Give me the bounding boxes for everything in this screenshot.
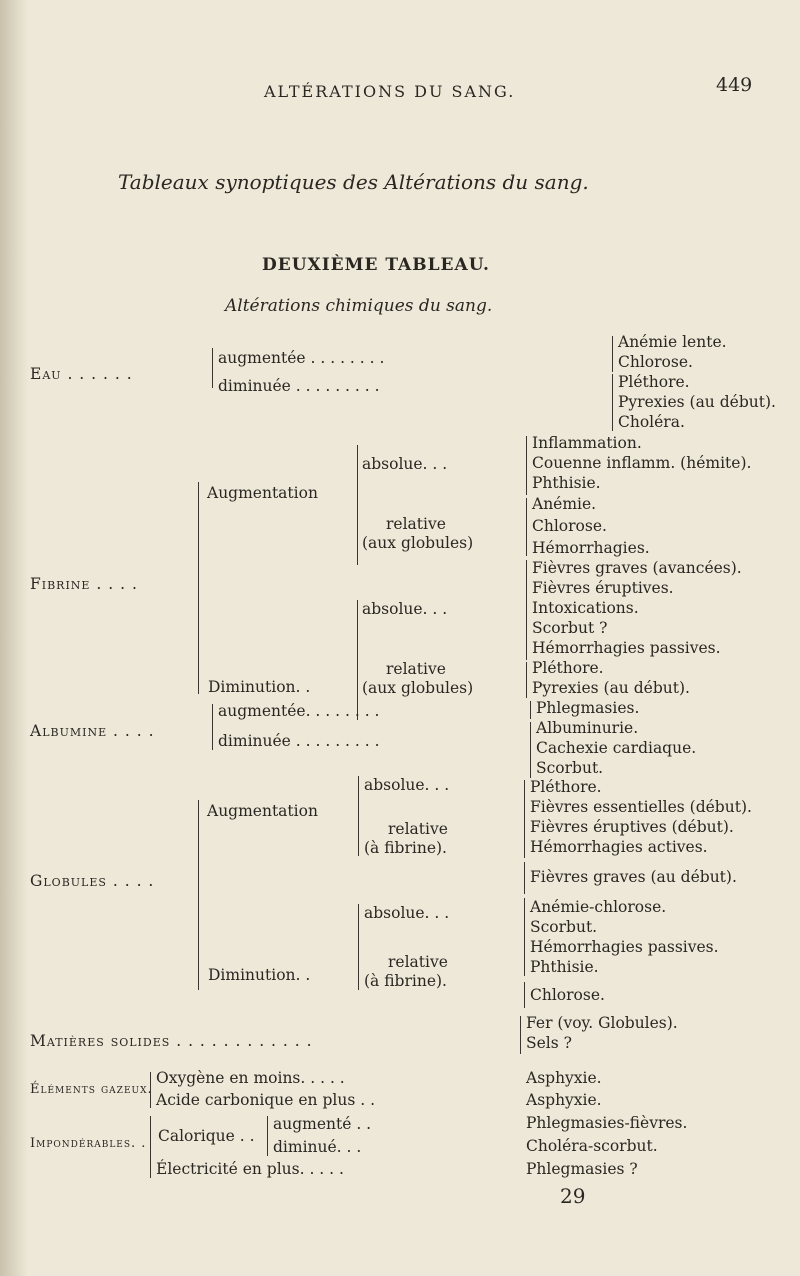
imponderables-label: Impondérables. . <box>30 1136 147 1151</box>
globules-e1-brace <box>524 780 525 858</box>
globules-effect: Phthisie. <box>530 958 599 976</box>
globules-diminution: Diminution. . <box>208 966 311 984</box>
page-edge-shadow <box>0 0 28 1276</box>
albumine-diminuee: diminuée . . . . . . . . . <box>218 732 380 750</box>
imponderables-effect: Choléra-scorbut. <box>526 1137 658 1155</box>
fibrine-effect: Chlorose. <box>532 517 607 535</box>
calorique-brace <box>267 1116 268 1156</box>
elements-gazeux-item: Oxygène en moins. . . . . <box>156 1069 345 1087</box>
globules-effect: Scorbut. <box>530 918 598 936</box>
globules-e3-brace <box>524 898 525 976</box>
fibrine-e2-brace <box>526 498 527 556</box>
eau-augmentee: augmentée . . . . . . . . <box>218 349 385 367</box>
fibrine-brace <box>198 482 199 694</box>
fibrine-effect: Fièvres graves (avancées). <box>532 559 742 577</box>
fibrine-effect: Scorbut ? <box>532 619 608 637</box>
globules-e2-brace <box>524 862 525 894</box>
fibrine-dim-relative: relative <box>386 660 446 678</box>
albumine-aug-brace <box>530 701 531 719</box>
globules-aug-brace <box>358 776 359 856</box>
globules-effect: Hémorrhagies passives. <box>530 938 719 956</box>
albumine-label: Albumine . . . . <box>30 722 155 740</box>
albumine-dim-brace <box>530 722 531 778</box>
calorique-augmente: augmenté . . <box>273 1115 372 1133</box>
albumine-effect: Scorbut. <box>536 759 604 777</box>
fibrine-effect: Intoxications. <box>532 599 639 617</box>
globules-dim-brace <box>358 904 359 990</box>
eau-effect: Anémie lente. <box>618 333 727 351</box>
eau-effect: Chlorose. <box>618 353 693 371</box>
globules-effect: Fièvres graves (au début). <box>530 868 737 886</box>
fibrine-e4-brace <box>526 662 527 698</box>
globules-effect: Fièvres éruptives (début). <box>530 818 734 836</box>
albumine-effect: Albuminurie. <box>536 719 639 737</box>
matieres-solides-brace <box>520 1016 521 1054</box>
globules-dim-a-fibrine: (à fibrine). <box>364 972 447 990</box>
globules-dim-relative: relative <box>388 953 448 971</box>
globules-brace <box>198 800 199 990</box>
fibrine-effect: Pléthore. <box>532 659 604 677</box>
fibrine-aug-relative: relative <box>386 515 446 533</box>
main-title: Tableaux synoptiques des Altérations du sang. <box>118 170 589 194</box>
eau-aug-brace <box>612 336 613 372</box>
imponderables-brace <box>150 1116 151 1178</box>
eau-label: Eau . . . . . . <box>30 365 133 383</box>
fibrine-effect: Phthisie. <box>532 474 601 492</box>
subtitle: Altérations chimiques du sang. <box>225 296 493 316</box>
elements-gazeux-brace <box>150 1072 151 1108</box>
fibrine-aug-brace <box>357 445 358 565</box>
eau-dim-brace <box>612 374 613 431</box>
albumine-augmentee: augmentée. . . . . . . . <box>218 702 380 720</box>
section-title: DEUXIÈME TABLEAU. <box>262 255 490 275</box>
page-number: 449 <box>716 74 753 96</box>
albumine-effect: Cachexie cardiaque. <box>536 739 697 757</box>
fibrine-augmentation: Augmentation <box>207 484 318 502</box>
albumine-effect: Phlegmasies. <box>536 699 640 717</box>
globules-augmentation: Augmentation <box>207 802 318 820</box>
imponderables-electricite: Électricité en plus. . . . . <box>156 1160 344 1178</box>
elements-gazeux-effect: Asphyxie. <box>526 1069 602 1087</box>
globules-effect: Hémorrhagies actives. <box>530 838 708 856</box>
globules-dim-absolue: absolue. . . <box>364 904 450 922</box>
fibrine-effect: Couenne inflamm. (hémite). <box>532 454 752 472</box>
globules-effect: Pléthore. <box>530 778 602 796</box>
imponderables-effect: Phlegmasies ? <box>526 1160 638 1178</box>
matieres-solides-label: Matières solides . . . . . . . . . . . . <box>30 1032 313 1050</box>
fibrine-aug-absolue: absolue. . . <box>362 455 448 473</box>
globules-aug-a-fibrine: (à fibrine). <box>364 839 447 857</box>
globules-effect: Anémie-chlorose. <box>530 898 667 916</box>
fibrine-dim-aux-globules: (aux globules) <box>362 679 474 697</box>
fibrine-aug-aux-globules: (aux globules) <box>362 534 474 552</box>
fibrine-effect: Hémorrhagies. <box>532 539 650 557</box>
fibrine-effect: Pyrexies (au début). <box>532 679 690 697</box>
fibrine-effect: Fièvres éruptives. <box>532 579 674 597</box>
calorique-diminue: diminué. . . <box>273 1138 362 1156</box>
albumine-brace <box>212 704 213 750</box>
eau-effect: Choléra. <box>618 413 685 431</box>
globules-aug-relative: relative <box>388 820 448 838</box>
matieres-solides-effect: Sels ? <box>526 1034 572 1052</box>
elements-gazeux-item: Acide carbonique en plus . . <box>156 1091 375 1109</box>
fibrine-dim-absolue: absolue. . . <box>362 600 448 618</box>
fibrine-effect: Anémie. <box>532 495 597 513</box>
elements-gazeux-label: Éléments gazeux. <box>30 1082 153 1097</box>
eau-diminuee: diminuée . . . . . . . . . <box>218 377 380 395</box>
fibrine-label: Fibrine . . . . <box>30 575 138 593</box>
fibrine-e1-brace <box>526 436 527 495</box>
matieres-solides-effect: Fer (voy. Globules). <box>526 1014 678 1032</box>
signature-mark: 29 <box>560 1184 586 1208</box>
globules-effect: Fièvres essentielles (début). <box>530 798 752 816</box>
fibrine-effect: Hémorrhagies passives. <box>532 639 721 657</box>
fibrine-effect: Inflammation. <box>532 434 642 452</box>
globules-aug-absolue: absolue. . . <box>364 776 450 794</box>
eau-effect: Pléthore. <box>618 373 690 391</box>
imponderables-calorique: Calorique . . <box>158 1127 255 1145</box>
running-title: ALTÉRATIONS DU SANG. <box>264 82 516 101</box>
fibrine-e3-brace <box>526 560 527 660</box>
fibrine-diminution: Diminution. . <box>208 678 311 696</box>
imponderables-effect: Phlegmasies-fièvres. <box>526 1114 688 1132</box>
globules-effect: Chlorose. <box>530 986 605 1004</box>
globules-label: Globules . . . . <box>30 872 155 890</box>
elements-gazeux-effect: Asphyxie. <box>526 1091 602 1109</box>
eau-brace <box>212 348 213 388</box>
globules-e4-brace <box>524 982 525 1008</box>
eau-effect: Pyrexies (au début). <box>618 393 776 411</box>
